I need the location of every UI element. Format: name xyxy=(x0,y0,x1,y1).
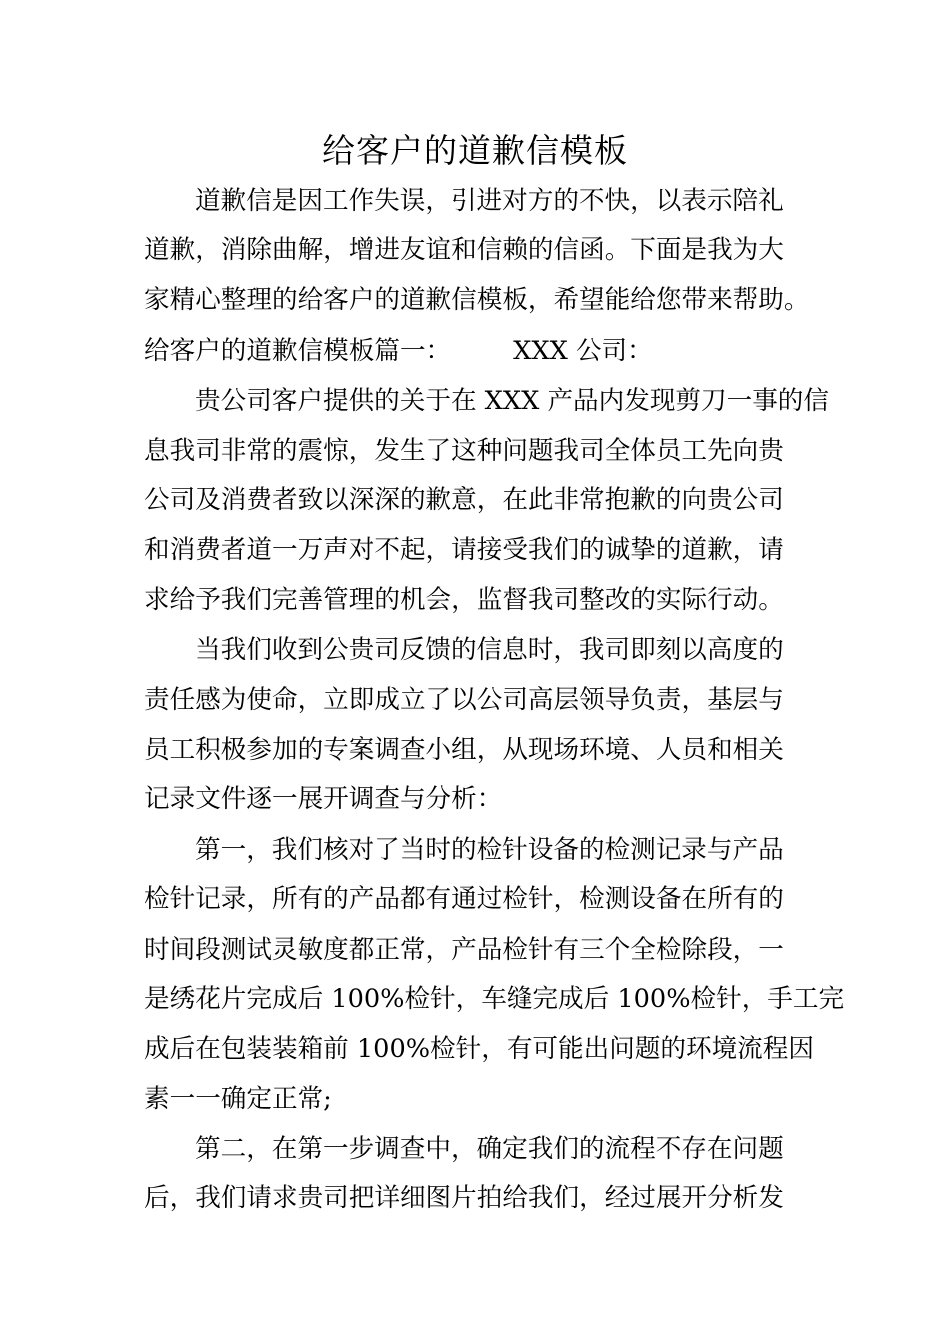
paragraph-line: 道歉信是因工作失误，引进对方的不快，以表示陪礼 xyxy=(195,186,784,216)
paragraph-line: 第二，在第一步调查中，确定我们的流程不存在问题 xyxy=(195,1134,784,1164)
paragraph-line: 检针记录，所有的产品都有通过检针，检测设备在所有的 xyxy=(144,884,784,914)
paragraph-line: 是绣花片完成后 100%检针，车缝完成后 100%检针，手工完 xyxy=(144,984,845,1014)
paragraph-line: 记录文件逐一展开调查与分析： xyxy=(144,784,503,814)
paragraph-line: 道歉，消除曲解，增进友谊和信赖的信函。下面是我为大 xyxy=(144,235,784,265)
paragraph-line: 员工积极参加的专案调查小组，从现场环境、人员和相关 xyxy=(144,735,784,765)
paragraph-line: 和消费者道一万声对不起，请接受我们的诚挚的道歉，请 xyxy=(144,535,784,565)
paragraph-line: 息我司非常的震惊，发生了这种问题我司全体员工先向贵 xyxy=(144,436,784,466)
section-heading-line xyxy=(144,331,950,371)
paragraph-line: 后，我们请求贵司把详细图片拍给我们，经过展开分析发 xyxy=(144,1183,784,1213)
paragraph-line: 素一一确定正常; xyxy=(144,1084,332,1114)
paragraph-line: 时间段测试灵敏度都正常，产品检针有三个全检除段，一 xyxy=(144,935,784,965)
paragraph-line: 当我们收到公贵司反馈的信息时，我司即刻以高度的 xyxy=(195,635,784,665)
document-title: 给客户的道歉信模板 xyxy=(322,131,628,170)
paragraph-line: 家精心整理的给客户的道歉信模板，希望能给您带来帮助。 xyxy=(144,285,810,315)
paragraph-line: 成后在包装装箱前 100%检针，有可能出问题的环境流程因 xyxy=(144,1034,814,1064)
paragraph-line: 公司及消费者致以深深的歉意，在此非常抱歉的向贵公司 xyxy=(144,485,784,515)
paragraph-line: 第一，我们核对了当时的检针设备的检测记录与产品 xyxy=(195,835,784,865)
section-heading: 给客户的道歉信模板篇一： xyxy=(144,336,452,366)
paragraph-line: 贵公司客户提供的关于在 XXX 产品内发现剪刀一事的信 xyxy=(195,386,829,416)
paragraph-line: 求给予我们完善管理的机会，监督我司整改的实际行动。 xyxy=(144,585,784,615)
salutation: XXX 公司： xyxy=(513,336,653,366)
paragraph-line: 责任感为使命，立即成立了以公司高层领导负责，基层与 xyxy=(144,685,784,715)
